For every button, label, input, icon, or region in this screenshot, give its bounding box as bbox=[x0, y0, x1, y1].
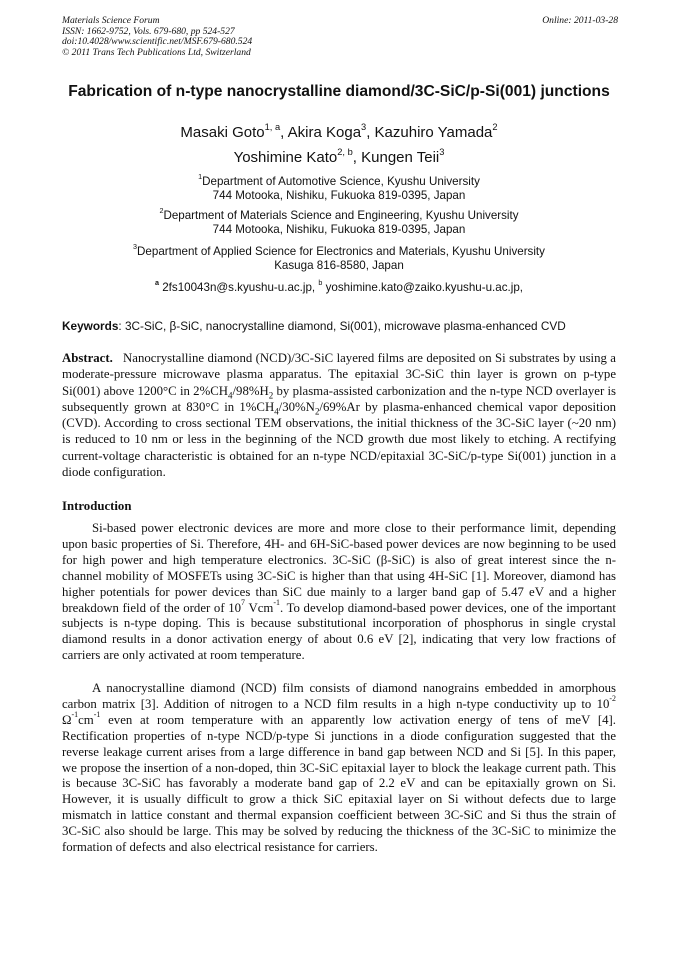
author-name: Yoshimine Kato bbox=[233, 149, 338, 166]
author-affiliation-mark: 2, b bbox=[337, 146, 353, 157]
author-affiliation-mark: 3 bbox=[439, 146, 445, 157]
keywords-label: Keywords bbox=[62, 319, 119, 333]
abstract bbox=[62, 350, 616, 480]
abstract-text: /98%H bbox=[232, 383, 269, 398]
paragraph-text: Ω bbox=[62, 712, 72, 727]
abstract-text: Nanocrystalline diamond (NCD)/3C-SiC layered films are deposited on Si substrates by using a moderate-pressure microwave plasma apparatus. The epitaxial 3C-SiC thin layer is grown on p-type Si(001) above 1200°C in 2%CH bbox=[62, 351, 616, 398]
author-separator: , bbox=[352, 149, 362, 166]
subscript: 2 bbox=[268, 390, 274, 401]
affiliation-mark: 2 bbox=[159, 206, 164, 216]
author-name: Kungen Teii bbox=[361, 149, 440, 166]
author-affiliation-mark: 2 bbox=[492, 121, 498, 132]
superscript: -1 bbox=[273, 598, 280, 608]
paper-title: Fabrication of n-type nanocrystalline diamond/3C-SiC/p-Si(001) junctions bbox=[68, 83, 610, 100]
superscript: -1 bbox=[93, 710, 101, 720]
superscript: 7 bbox=[241, 598, 246, 608]
email-mark: b bbox=[318, 278, 323, 288]
page-header bbox=[62, 16, 618, 58]
subscript: 4 bbox=[274, 406, 279, 417]
keywords-text: : 3C-SiC, β-SiC, nanocrystalline diamond, Si(001), microwave plasma-enhanced CVD bbox=[118, 319, 566, 333]
author-line-1 bbox=[62, 122, 616, 143]
online-date: Online: 2011-03-28 bbox=[542, 15, 618, 26]
paragraph-text: A nanocrystalline diamond (NCD) film consists of diamond nanograins embedded in amorphous carbon matrix [3]. Addition of nitrogen to a NCD film results in a high n-type conductivity up to 10 bbox=[62, 681, 616, 711]
affiliation-address: Kasuga 816-8580, Japan bbox=[274, 259, 404, 273]
subscript: 4 bbox=[228, 390, 233, 401]
doi-line: doi:10.4028/www.scientific.net/MSF.679-680.524 bbox=[62, 36, 253, 48]
email-line bbox=[62, 278, 616, 295]
paragraph-text: . To develop diamond-based power devices, one of the important subjects is n-type doping. This is because substitutional incorporation of phosphorus in single crystal diamond results in a donor activation energy of about 0.6 eV [2], indicating that very low fractions of carriers are only activated at room temperature. bbox=[62, 600, 616, 663]
email-b: yoshimine.kato@zaiko.kyushu-u.ac.jp, bbox=[325, 281, 523, 294]
paragraph-text: Vcm bbox=[245, 600, 274, 615]
affiliation-name: Department of Automotive Science, Kyushu University bbox=[202, 175, 480, 188]
abstract-label: Abstract. bbox=[62, 351, 113, 365]
affiliation-1 bbox=[62, 172, 616, 204]
affiliation-address: 744 Motooka, Nishiku, Fukuoka 819-0395, Japan bbox=[212, 223, 466, 237]
superscript: -2 bbox=[609, 694, 616, 704]
paragraph bbox=[62, 681, 616, 856]
affiliation-mark: 3 bbox=[133, 242, 138, 252]
paragraph-text: even at room temperature with an apparently low activation energy of tens of meV [4]. Rectification properties of n-type NCD/p-type Si junctions in a diode configuration suggested that the reverse leakage current arises from a large difference in band gap between NCD and Si [5]. In this paper, we propose the insertion of a non-doped, thin 3C-SiC epitaxial layer to block the leakage current path. This is because 3C-SiC has favorably a moderate band gap of 2.2 eV and can be epitaxially grown on Si. However, it is usually difficult to grow a thick SiC epitaxial layer on Si without defects due to large mismatch in lattice constant and thermal expansion coefficient between 3C-SiC and Si thus the strain of 3C-SiC also should be large. This may be solved by reducing the thickness of the 3C-SiC to minimize the formation of defects and also electrical resistance for carriers. bbox=[62, 712, 616, 855]
subscript: 2 bbox=[314, 406, 320, 417]
paragraph-text: Si-based power electronic devices are more and more close to their performance limit, depending upon basic properties of Si. Therefore, 4H- and 6H-SiC-based power devices are now beginning to be used for high power and high temperature electronics. 3C-SiC (β-SiC) is also of great interest since the n-channel mobility of MOSFETs using 3C-SiC is higher than that using 4H-SiC [1]. Moreover, diamond has higher potentials for power devices than SiC due mainly to a larger band gap of 5.47 eV and a higher breakdown field of the order of 10 bbox=[62, 521, 616, 615]
keywords bbox=[62, 319, 618, 333]
abstract-text: /69%Ar by plasma-enhanced chemical vapor deposition (CVD). According to cross sectional TEM observations, the initial thickness of the 3C-SiC layer (~20 nm) is reduced to 10 nm or less in the beginning of the NCD growth due most likely to etching. A rectifying current-voltage characteristic is obtained for an n-type NCD/epitaxial 3C-SiC/p-type Si(001) junction in a diode configuration. bbox=[62, 399, 616, 480]
copyright-line: © 2011 Trans Tech Publications Ltd, Switzerland bbox=[62, 46, 251, 58]
journal-name: Materials Science Forum bbox=[62, 15, 160, 26]
author-name: Akira Koga bbox=[287, 124, 362, 141]
author-affiliation-mark: 3 bbox=[361, 121, 367, 132]
author-affiliation-mark: 1, a bbox=[264, 121, 281, 132]
affiliation-name: Department of Materials Science and Engineering, Kyushu University bbox=[163, 209, 519, 222]
author-line-2 bbox=[62, 147, 616, 168]
author-name: Kazuhiro Yamada bbox=[374, 124, 493, 141]
abstract-text: by plasma-assisted carbonization and the n-type NCD overlayer is subsequently grown at 830°C in 1%CH bbox=[62, 383, 616, 414]
affiliation-3 bbox=[62, 242, 616, 274]
affiliation-2 bbox=[62, 206, 616, 238]
author-name: Masaki Goto bbox=[180, 124, 265, 141]
superscript: -1 bbox=[71, 710, 79, 720]
email-mark: a bbox=[155, 278, 159, 288]
author-separator: , bbox=[280, 124, 288, 141]
author-separator: , bbox=[366, 124, 375, 141]
affiliation-address: 744 Motooka, Nishiku, Fukuoka 819-0395, Japan bbox=[212, 189, 466, 203]
abstract-text: /30%N bbox=[278, 399, 315, 414]
paragraph-text: cm bbox=[78, 712, 94, 727]
section-heading: Introduction bbox=[62, 499, 132, 513]
affiliation-name: Department of Applied Science for Electronics and Materials, Kyushu University bbox=[137, 245, 545, 258]
email-a: 2fs10043n@s.kyushu-u.ac.jp, bbox=[162, 281, 316, 294]
issn-line: ISSN: 1662-9752, Vols. 679-680, pp 524-527 bbox=[62, 25, 235, 37]
affiliation-mark: 1 bbox=[198, 172, 203, 182]
paragraph bbox=[62, 521, 616, 664]
